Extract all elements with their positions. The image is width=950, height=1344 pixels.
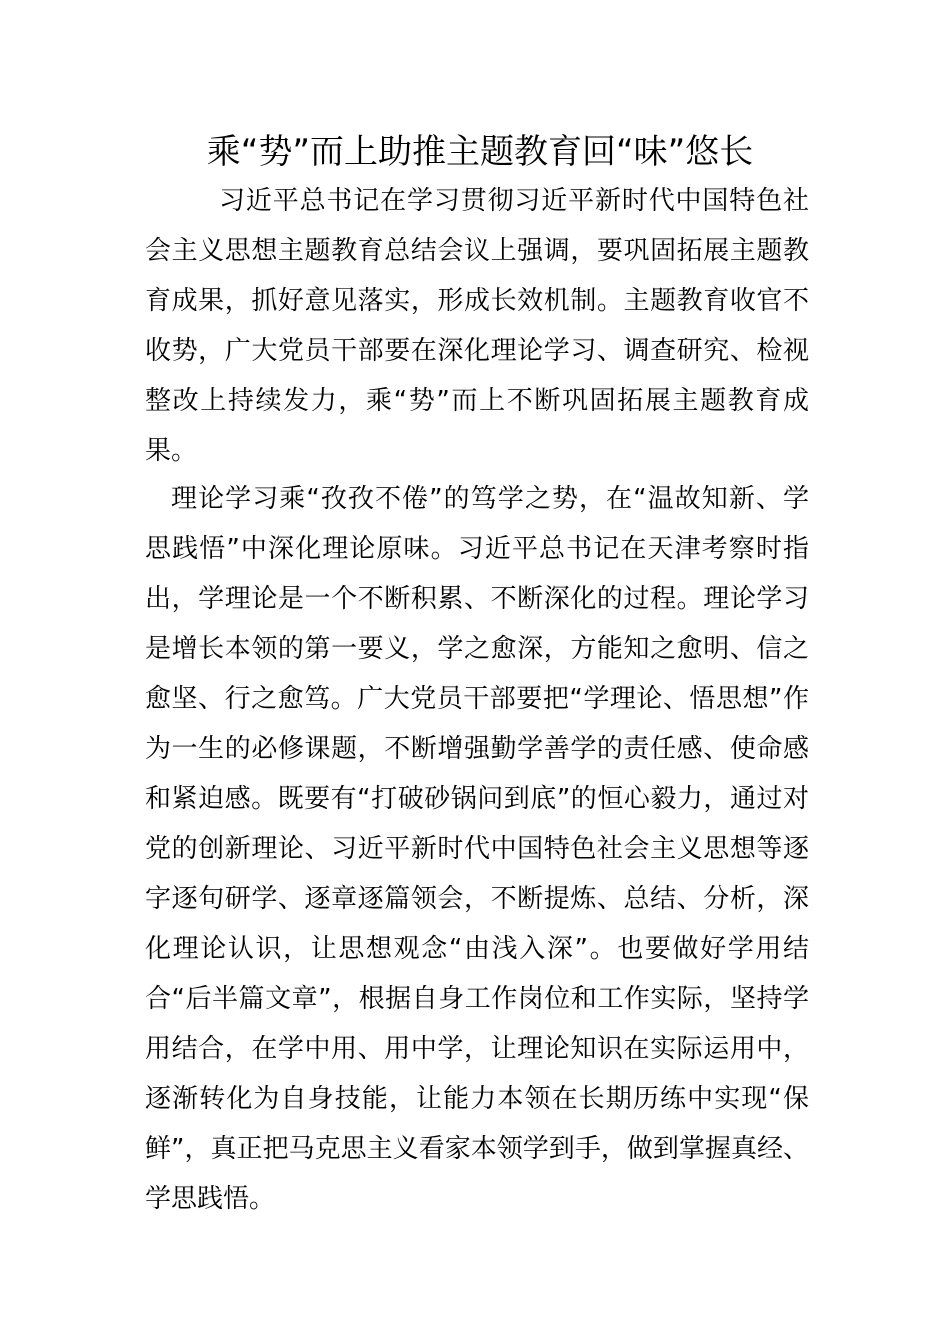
paragraph-1: 习近平总书记在学习贯彻习近平新时代中国特色社会主义思想主题教育总结会议上强调，要巩固拓展主题教育成果，抓好意见落实，形成长效机制。主题教育收官不收势，广大党员干部要在深化理论学习、调查研究、检视整改上持续发力，乘“势”而上不断巩固拓展主题教育成果。 [145, 186, 809, 466]
paragraph-2: 理论学习乘“孜孜不倦”的笃学之势，在“温故知新、学思践悟”中深化理论原味。习近平总书记在天津考察时指出，学理论是一个不断积累、不断深化的过程。理论学习是增长本领的第一要义，学之愈深，方能知之愈明、信之愈坚、行之愈笃。广大党员干部要把“学理论、悟思想”作为一生的必修课题，不断增强勤学善学的责任感、使命感和紧迫感。既要有“打破砂锅问到底”的恒心毅力，通过对党的创新理论、习近平新时代中国特色社会主义思想等逐字逐句研学、逐章逐篇领会，不断提炼、总结、分析，深化理论认识，让思想观念“由浅入深”。也要做好学用结合“后半篇文章”，根据自身工作岗位和工作实际，坚持学用结合，在学中用、用中学，让理论知识在实际运用中，逐渐转化为自身技能，让能力本领在长期历练中实现“保鲜”，真正把马克思主义看家本领学到手，做到掌握真经、学思践悟。 [145, 484, 809, 1214]
document-title: 乘“势”而上助推主题教育回“味”悠长 [206, 132, 754, 172]
